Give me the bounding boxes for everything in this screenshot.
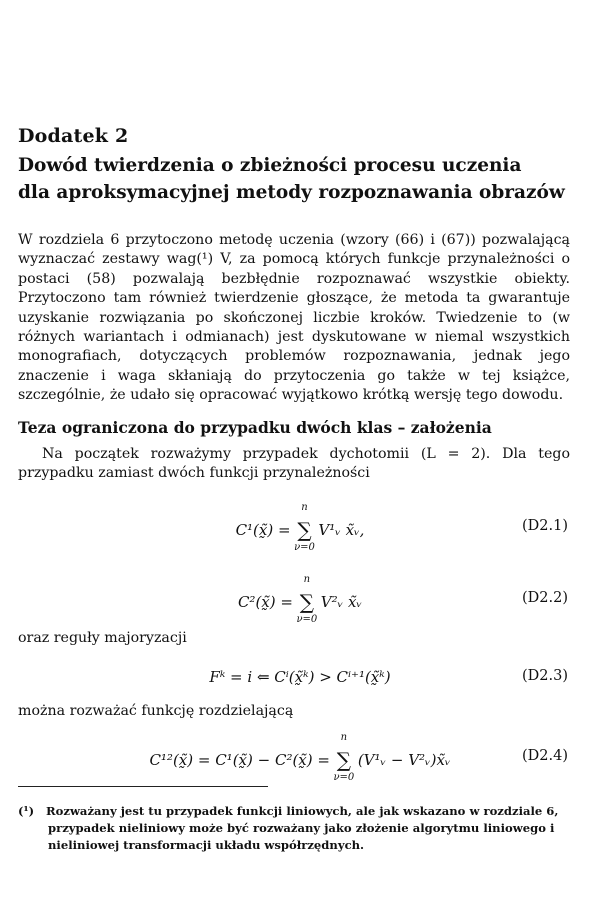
title-line-2: dla aproksymacyjnej metody rozpoznawania obrazów [18, 182, 565, 203]
sum-lower-limit: ν=0 [333, 772, 355, 783]
title-line-1: Dowód twierdzenia o zbieżności procesu uczenia [18, 155, 522, 176]
equation-rhs: V²ᵥ x̃ᵥ [320, 593, 363, 611]
footnote-divider [18, 786, 268, 787]
equation-number: (D2.3) [522, 668, 568, 684]
equation-number: (D2.1) [522, 518, 568, 534]
equation-body [0, 574, 600, 625]
text-mozna: można rozważać funkcję rozdzielającą [18, 703, 294, 719]
sum-symbol: ∑ n ν=0 [294, 502, 315, 553]
text-oraz: oraz reguły majoryzacji [18, 630, 187, 646]
footnote-marker: (¹) [18, 804, 35, 818]
sum-upper-limit: n [340, 732, 348, 743]
sum-lower-limit: ν=0 [294, 542, 315, 553]
equation-d2-2 [0, 572, 600, 632]
sum-upper-limit: n [301, 502, 308, 513]
sum-lower-limit: ν=0 [296, 614, 318, 625]
equation-number: (D2.4) [522, 748, 568, 764]
equation-lhs: C²(x̰̃) = [237, 593, 293, 611]
equation-rhs: V¹ᵥ x̃ᵥ, [318, 521, 365, 539]
sum-symbol: ∑ n ν=0 [333, 732, 355, 783]
equation-d2-4 [0, 730, 600, 790]
footnote-text: Rozważany jest tu przypadek funkcji liniowych, ale jak wskazano w rozdziale 6, przypadek nieliniowy może być rozważany jako złożenie algorytmu liniowego i nieliniowej transformacji układu współrzędnych. [46, 804, 559, 852]
equation-rhs: (V¹ᵥ − V²ᵥ)x̃ᵥ [357, 751, 451, 769]
equation-lhs: C¹(x̰̃) = [235, 521, 291, 539]
equation-d2-3 [0, 650, 600, 710]
sum-symbol: ∑ n ν=0 [296, 574, 318, 625]
appendix-label: Dodatek 2 [18, 125, 129, 147]
intro-paragraph: W rozdziela 6 przytoczono metodę uczenia (wzory (66) i (67)) pozwalającą wyznaczać zestawy wag(¹) V, za pomocą których funkcje przynależności o postaci (58) pozwalają bezbłędnie rozpoznawać wszystkie obiekty. Przytoczono tam również twierdzenie głoszące, że metoda ta gwarantuje uzyskanie rozwiązania po skończonej liczbie kroków. Twiedzenie to (w różnych wariantach i odmianach) jest dyskutowane w niemal wszystkich monografiach, dotyczących problemów rozpoznawania, jednak jego znaczenie i waga skłaniają do przytoczenia go także w tej książce, szczególnie, że udało się opracować wyjątkowo krótką wersję tego dowodu. [18, 232, 570, 404]
equation-d2-1 [0, 500, 600, 560]
equation-number: (D2.2) [522, 590, 568, 606]
equation-body: Fᵏ = i ⇐ Cⁱ(x̰̃ᵏ) > Cⁱ⁺¹(x̰̃ᵏ) [209, 668, 391, 686]
section-heading: Teza ograniczona do przypadku dwóch klas – założenia [18, 418, 492, 437]
equation-lhs: C¹²(x̰̃) = C¹(x̰̃) − C²(x̰̃) = [149, 751, 330, 769]
equation-body [0, 502, 600, 553]
page-title [18, 152, 588, 206]
dichotomy-paragraph: Na początek rozważymy przypadek dychotomii (L = 2). Dla tego przypadku zamiast dwóch funkcji przynależności [18, 446, 570, 482]
footnote [18, 803, 570, 854]
equation-body [0, 732, 600, 783]
sum-upper-limit: n [303, 574, 311, 585]
